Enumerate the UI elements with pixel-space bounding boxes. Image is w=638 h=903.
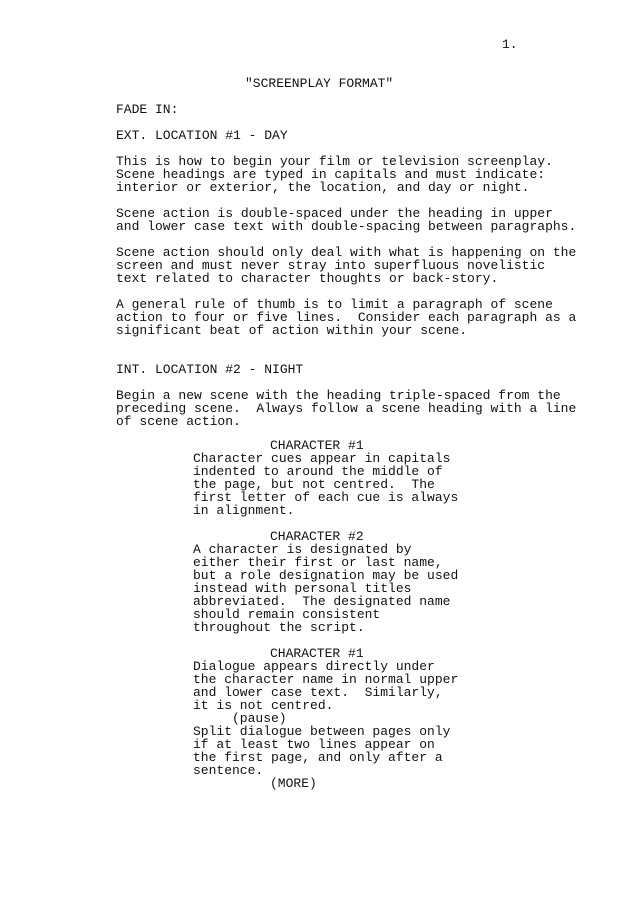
dialogue-line: abbreviated. The designated name (193, 594, 451, 609)
dialogue-line: it is not centred. (193, 698, 334, 713)
action-line: Scene action is double-spaced under the heading in upper (116, 206, 553, 221)
page-title: "SCREENPLAY FORMAT" (245, 76, 394, 91)
action-line: Begin a new scene with the heading triple-spaced from the (116, 388, 561, 403)
dialogue-line: and lower case text. Similarly, (193, 685, 443, 700)
transition: FADE IN: (116, 102, 179, 117)
scene-heading: INT. LOCATION #2 - NIGHT (116, 362, 304, 377)
action-line: of scene action. (116, 414, 241, 429)
dialogue-line: Split dialogue between pages only (193, 724, 451, 739)
more-marker: (MORE) (270, 776, 317, 791)
dialogue-line: the first page, and only after a (193, 750, 443, 765)
dialogue-line: first letter of each cue is always (193, 490, 459, 505)
dialogue-line: if at least two lines appear on (193, 737, 435, 752)
dialogue-line: in alignment. (193, 503, 295, 518)
dialogue-line: Dialogue appears directly under (193, 659, 435, 674)
action-line: significant beat of action within your scene. (116, 323, 468, 338)
action-line: and lower case text with double-spacing between paragraphs. (116, 219, 577, 234)
dialogue-line: A character is designated by (193, 542, 412, 557)
dialogue-line: the character name in normal upper (193, 672, 459, 687)
scene-heading: EXT. LOCATION #1 - DAY (116, 128, 288, 143)
character-cue: CHARACTER #2 (270, 529, 364, 544)
character-cue: CHARACTER #1 (270, 646, 364, 661)
dialogue-line: should remain consistent (193, 607, 381, 622)
dialogue-line: throughout the script. (193, 620, 365, 635)
action-line: text related to character thoughts or back-story. (116, 271, 499, 286)
dialogue-line: but a role designation may be used (193, 568, 459, 583)
dialogue-line: either their first or last name, (193, 555, 443, 570)
action-line: action to four or five lines. Consider each paragraph as a (116, 310, 577, 325)
parenthetical: (pause) (232, 711, 287, 726)
action-line: Scene action should only deal with what is happening on the (116, 245, 577, 260)
action-line: Scene headings are typed in capitals and must indicate: (116, 167, 546, 182)
action-line: screen and must never stray into superfluous novelistic (116, 258, 546, 273)
page-number: 1. (502, 37, 518, 52)
dialogue-line: the page, but not centred. The (193, 477, 435, 492)
action-line: A general rule of thumb is to limit a paragraph of scene (116, 297, 553, 312)
dialogue-line: indented to around the middle of (193, 464, 443, 479)
dialogue-line: instead with personal titles (193, 581, 412, 596)
action-line: This is how to begin your film or television screenplay. (116, 154, 553, 169)
dialogue-line: Character cues appear in capitals (193, 451, 451, 466)
action-line: preceding scene. Always follow a scene heading with a line (116, 401, 577, 416)
dialogue-line: sentence. (193, 763, 264, 778)
action-line: interior or exterior, the location, and day or night. (116, 180, 530, 195)
character-cue: CHARACTER #1 (270, 438, 364, 453)
